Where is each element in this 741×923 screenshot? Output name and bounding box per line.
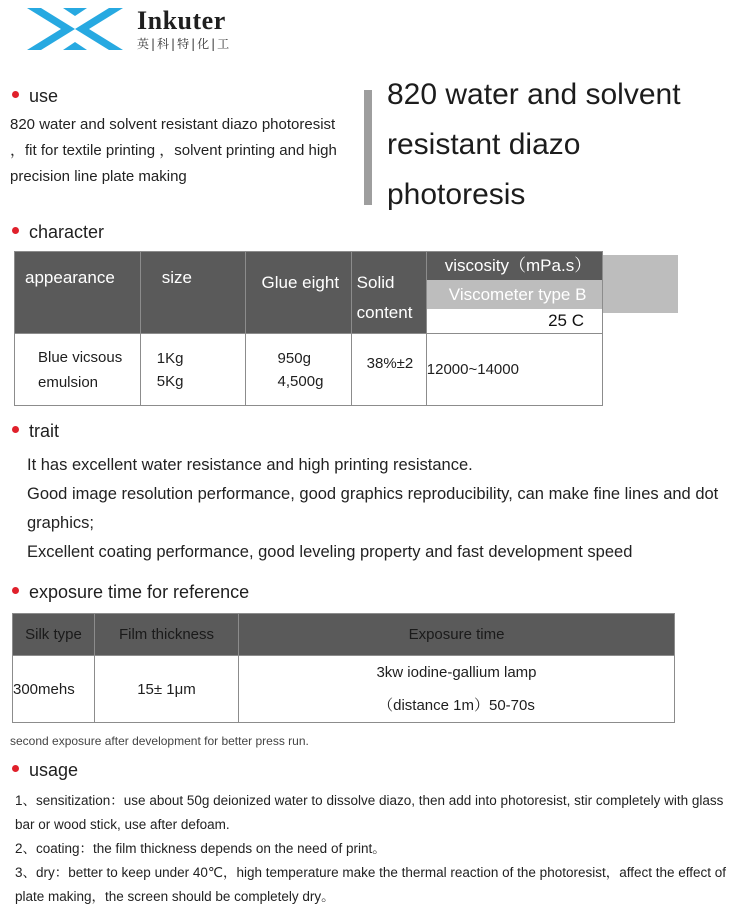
- use-text: 820 water and solvent resistant diazo photoresist ，fit for textile printing ，solvent printing and high precision line plate making: [10, 116, 337, 185]
- bullet-dot-icon: [12, 587, 19, 594]
- col-appearance: appearance: [15, 252, 141, 334]
- trait-item: Excellent coating performance, good leveling property and fast development speed: [27, 543, 633, 561]
- character-table: [14, 251, 603, 406]
- cell-size: 1Kg 5Kg: [140, 334, 245, 406]
- usage-item: 2、coating：the film thickness depends on the need of print。: [15, 841, 386, 856]
- col-size: size: [140, 252, 245, 334]
- col-solid-content: Solid content: [351, 252, 426, 334]
- cell-silk: 300mehs: [13, 656, 95, 723]
- bullet-dot-icon: [12, 91, 19, 98]
- viscometer-label: Viscometer type B: [427, 280, 602, 309]
- col-silk-type: Silk type: [13, 614, 95, 656]
- cell-glue: 950g 4,500g: [245, 334, 351, 406]
- col-glue-eight: Glue eight: [245, 252, 351, 334]
- exposure-heading: exposure time for reference: [12, 582, 249, 603]
- product-title: 820 water and solvent resistant diazo photoresis: [387, 78, 681, 211]
- cell-viscosity: 12000~14000: [426, 334, 602, 406]
- cell-solid: 38%±2: [351, 334, 426, 406]
- usage-heading: usage: [12, 760, 78, 781]
- inkuter-logo-icon: [27, 8, 123, 50]
- cell-appearance: Blue vicsous emulsion: [15, 334, 141, 406]
- col-film-thickness: Film thickness: [95, 614, 239, 656]
- bullet-dot-icon: [12, 426, 19, 433]
- trait-heading: trait: [12, 421, 59, 442]
- brand-chinese-name: 英|科|特|化|工: [137, 37, 232, 51]
- usage-item: 3、dry：better to keep under 40℃，high temperature make the thermal reaction of the photoresist，affect the effect of plate making，the screen should be completely dry。: [15, 865, 727, 904]
- character-heading: character: [12, 222, 104, 243]
- usage-list: [15, 789, 737, 909]
- bullet-dot-icon: [12, 765, 19, 772]
- cell-exposure: 3kw iodine-gallium lamp （distance 1m）50-70s: [239, 656, 675, 723]
- exposure-table: [12, 613, 675, 723]
- title-divider-bar: [364, 90, 372, 205]
- cell-thickness: 15± 1μm: [95, 656, 239, 723]
- trait-list: [27, 451, 739, 567]
- col-viscosity: [426, 252, 602, 334]
- exposure-note: second exposure after development for better press run.: [10, 734, 309, 748]
- col-exposure-time: Exposure time: [239, 614, 675, 656]
- brand-name: Inkuter: [137, 6, 226, 35]
- viscometer-temp: 25 C: [427, 309, 602, 333]
- usage-item: 1、sensitization：use about 50g deionized water to dissolve diazo, then add into photoresist, stir completely with glass bar or wood stick, use after defoam.: [15, 793, 724, 832]
- trait-item: Good image resolution performance, good graphics reproducibility, can make fine lines and dot graphics;: [27, 485, 719, 532]
- viscosity-label: viscosity（mPa.s）: [444, 256, 592, 275]
- bullet-dot-icon: [12, 227, 19, 234]
- trait-item: It has excellent water resistance and high printing resistance.: [27, 456, 473, 474]
- use-heading: use: [12, 86, 58, 107]
